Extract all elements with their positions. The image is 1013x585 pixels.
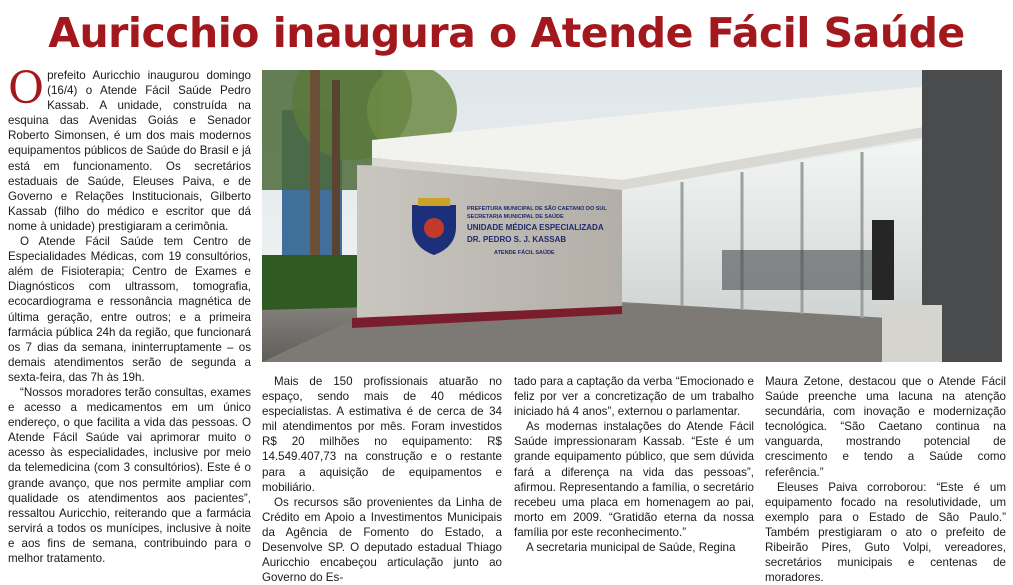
paragraph-2: O Atende Fácil Saúde tem Centro de Especialidades Médicas, com 19 consultórios, além de Fisioterapia; Centro de Exames e Diagnósticos com ultrassom, tomografia, ecocardiograma e ressonância magnética de última geração, entre outros; e a primeira farmácia pública 24h da região, que funcionará os 7 dias da semana, ininterruptamente – os demais atendimentos serão de segunda a sexta-feira, das 7h às 19h. [8, 235, 251, 384]
headline: Auricchio inaugura o Atende Fácil Saúde [48, 9, 965, 57]
clinic-building-photo [262, 70, 1002, 362]
paragraph-7: As modernas instalações do Atende Fácil Saúde impressionaram Kassab. “Este é um grande equipamento público, que sem dúvida fará a diferença na vida das pessoas”, afirmou. Representando a família, o secretário recebeu uma placa em homenagem ao pai, morto em 2009. “Gratidão eterna da nossa família por este reconhecimento.” [514, 420, 754, 539]
sign-line-4: DR. PEDRO S. J. KASSAB [467, 235, 567, 244]
paragraph-1 [8, 63, 251, 234]
drop-cap: O [8, 63, 45, 114]
sign-line-1: PREFEITURA MUNICIPAL DE SÃO CAETANO DO SUL [467, 206, 607, 212]
sign-line-3: UNIDADE MÉDICA ESPECIALIZADA [467, 223, 604, 232]
article-column-4 [765, 374, 1006, 585]
paragraph-1-text: prefeito Auricchio inaugurou domingo (16/4) o Atende Fácil Saúde Pedro Kassab. A unidade, construída na esquina das Avenidas Goiás e Senador Roberto Simonsen, é um dos mais modernos equipamentos públicos de Saúde do Brasil e já está em funcionamento. Os secretários estaduais de Saúde, Eleuses Paiva, e de Governo e Relações Institucionais, Gilberto Kassab (filho do médico e escritor que dá nome à unidade) prestigiaram a cerimônia. [8, 69, 251, 233]
paragraph-4: Mais de 150 profissionais atuarão no espaço, sendo mais de 40 médicos especialistas. A estimativa é de cerca de 34 mil atendimentos por mês. Foram investidos R$ 20 milhões no equipamento: R$ 14.549.407,73 na construção e o restante para a aquisição de equipamentos e mobiliário. [262, 375, 502, 494]
sign-line-5: ATENDE FÁCIL SAÚDE [494, 250, 555, 256]
paragraph-6: tado para a captação da verba “Emocionado e feliz por ver a concretização de um trabalho iniciado há 4 anos”, externou o parlamentar. [514, 375, 754, 419]
paragraph-3: “Nossos moradores terão consultas, exames e acesso a medicamentos em um único endereço, o que facilita a vida das pessoas. O Atende Fácil Saúde vai aprimorar muito o acesso às especialidades, inclusive por meio da telemedicina (com 3 consultórios). Este é o grande avanço, que nos permite ampliar com qualidade os atendimentos aos pacientes”, ressaltou Auricchio, reiterando que a farmácia servirá a todos os munícipes, inclusive à noite e aos fins de semana, contribuindo para o melhor tratamento. [8, 385, 251, 565]
paragraph-8: A secretaria municipal de Saúde, Regina [526, 541, 736, 555]
paragraph-9: Maura Zetone, destacou que o Atende Fácil Saúde preenche uma lacuna na atenção secundária, com inovação e modernização tecnológica. “São Caetano continua na vanguarda, mostrando potencial de crescimento e tendo a Saúde como referência.” [765, 375, 1006, 479]
article-column-1 [8, 63, 251, 566]
article-column-3 [514, 374, 754, 555]
paragraph-5: Os recursos são provenientes da Linha de Crédito em Apoio a Investimentos Municipais da Agência de Fomento do Estado, a Desenvolve SP. O deputado estadual Thiago Auricchio encabeçou articulação junto ao Governo do Es- [262, 495, 502, 585]
sign-line-2: SECRETARIA MUNICIPAL DE SAÚDE [467, 214, 564, 220]
paragraph-10: Eleuses Paiva corroborou: “Este é um equipamento focado na resolutividade, um exemplo para o Estado de São Paulo.” Também prestigiaram o ato o prefeito de Ribeirão Pires, Guto Volpi, vereadores, secretários municipais e centenas de moradores. [765, 480, 1006, 585]
article-photo [262, 70, 1002, 362]
article-column-2 [262, 374, 502, 585]
